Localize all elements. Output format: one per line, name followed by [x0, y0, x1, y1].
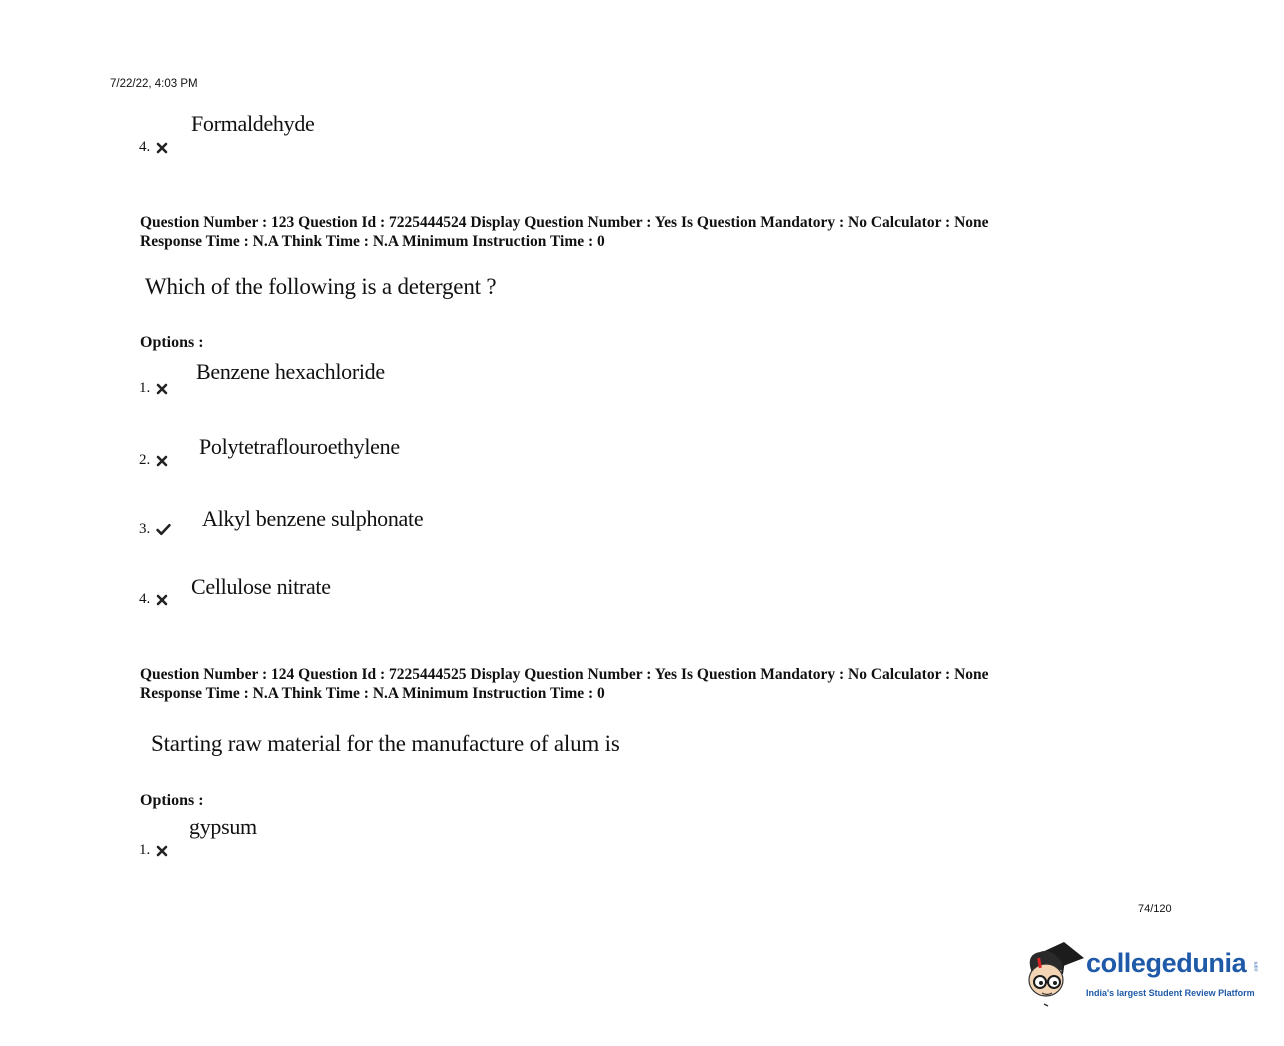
option-text: Alkyl benzene sulphonate [202, 506, 424, 531]
option-number-label: 4. [139, 139, 151, 155]
print-timestamp: 7/22/22, 4:03 PM [110, 78, 198, 90]
option-number-label: 3. [139, 521, 151, 537]
check-icon [156, 523, 171, 536]
options-label: Options : [140, 334, 204, 351]
option-number [139, 842, 168, 859]
question-text: Which of the following is a detergent ? [145, 274, 497, 299]
logo-tagline: India's largest Student Review Platform [1086, 988, 1255, 998]
question-text: Starting raw material for the manufacture of alum is [151, 731, 620, 756]
logo-suffix: .com [1253, 961, 1260, 973]
options-label: Options : [140, 792, 204, 809]
option-number-label: 1. [139, 842, 151, 858]
cross-icon [156, 455, 168, 467]
mascot-icon [1024, 940, 1084, 1010]
cross-icon [156, 383, 168, 395]
option-number [139, 380, 168, 397]
option-number [139, 452, 168, 469]
question-meta-line2: Response Time : N.A Think Time : N.A Minimum Instruction Time : 0 [140, 233, 605, 250]
question-meta-line2: Response Time : N.A Think Time : N.A Minimum Instruction Time : 0 [140, 685, 605, 702]
option-number-label: 4. [139, 591, 151, 607]
cross-icon [156, 845, 168, 857]
question-meta-line1: Question Number : 124 Question Id : 7225444525 Display Question Number : Yes Is Question Mandatory : No Calculator : None [140, 666, 989, 683]
question-meta-line1: Question Number : 123 Question Id : 7225444524 Display Question Number : Yes Is Question Mandatory : No Calculator : None [140, 214, 989, 231]
cross-icon [156, 142, 168, 154]
option-text: gypsum [189, 814, 257, 839]
page-number: 74/120 [1138, 903, 1172, 915]
option-text: Cellulose nitrate [191, 574, 331, 599]
option-number [139, 521, 171, 538]
question-meta [140, 213, 989, 251]
logo-name: collegedunia [1086, 948, 1247, 978]
question-meta [140, 665, 989, 703]
option-text: Polytetraflouroethylene [199, 434, 400, 459]
option-number-label: 2. [139, 452, 151, 468]
option-text: Formaldehyde [191, 111, 315, 136]
cross-icon [156, 594, 168, 606]
option-number [139, 139, 168, 156]
option-text: Benzene hexachloride [196, 359, 385, 384]
collegedunia-logo [1024, 940, 1264, 1010]
option-number [139, 591, 168, 608]
option-number-label: 1. [139, 380, 151, 396]
